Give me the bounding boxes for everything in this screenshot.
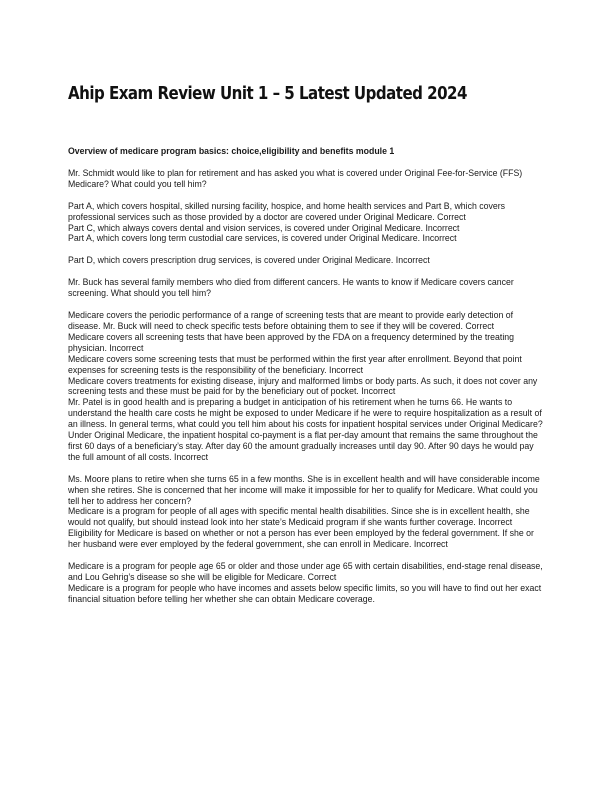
answer-paragraph: Part D, which covers prescription drug services, is covered under Original Medicare. Incorrect <box>68 255 430 266</box>
answer-paragraph: Medicare covers the periodic performance of a range of screening tests that are meant to provide early detection of disease. Mr. Buck will need to check specific tests before obtaining them to see if they will be covered. Correct <box>68 310 514 331</box>
question-paragraph: Ms. Moore plans to retire when she turns 65 in a few months. She is in excellent health and will have considerable income when she retires. She is concerned that her income will make it impossible for her to qualify for Medicare. What could you tell her to address her concern? <box>68 473 540 506</box>
answer-paragraph: Medicare covers all screening tests that have been approved by the FDA on a frequency determined by the treating physician. Incorrect <box>68 331 515 353</box>
answer-paragraph: Medicare is a program for people of all ages with specific mental health disabilities. Since she is in excellent health, she would not qualify, but should instead look into her state’s Medicaid program if she wants further coverage. Incorrect <box>68 506 530 528</box>
question-paragraph: Mr. Patel is in good health and is preparing a budget in anticipation of his retirement when he turns 66. He wants to understand the health care costs he might be exposed to under Medicare if he were to require hospitalization as a result of an illness. In general terms, what could you tell him about his costs for inpatient hospital services under Original Medicare? <box>68 397 543 430</box>
answer-paragraph: Medicare is a program for people age 65 or older and those under age 65 with certain disabilities, end-stage renal disease, and Lou Gehrig’s disease so she will be eligible for Medicare. Correct <box>68 561 543 582</box>
answer-paragraph: Part A, which covers long term custodial care services, is covered under Original Medicare. Incorrect <box>68 233 457 244</box>
question-paragraph: Mr. Schmidt would like to plan for retirement and has asked you what is covered under Original Fee-for-Service (FFS) Medicare? What could you tell him? <box>68 167 523 189</box>
document-title: Ahip Exam Review Unit 1 – 5 Latest Updated 2024 <box>68 84 467 104</box>
answer-paragraph: Medicare covers treatments for existing disease, injury and malformed limbs or body parts. As such, it does not cover any screening tests and these must be paid for by the beneficiary out of pocket. Incorrect <box>68 375 538 397</box>
answer-paragraph: Medicare covers some screening tests that must be performed within the first year after enrollment. Beyond that point expenses for screening tests is the responsibility of the beneficiary. Incorrect <box>68 353 522 375</box>
document-body <box>68 146 548 605</box>
answer-paragraph: Part C, which always covers dental and vision services, is covered under Original Medicare. Incorrect <box>68 222 460 233</box>
answer-paragraph: Part A, which covers hospital, skilled nursing facility, hospice, and home health services and Part B, which covers professional services such as those provided by a doctor are covered under Original Medicare. Correct <box>68 200 506 222</box>
section-subtitle: Overview of medicare program basics: choice,eligibility and benefits module 1 <box>68 146 395 156</box>
answer-paragraph: Eligibility for Medicare is based on whether or not a person has ever been employed by the federal government. If she or her husband were ever employed by the federal government, she can enroll in Medicare. Incorrect <box>68 528 534 550</box>
answer-paragraph: Under Original Medicare, the inpatient hospital co-payment is a flat per-day amount that remains the same throughout the first 60 days of a beneficiary’s stay. After day 60 the amount gradually increases until day 90. After 90 days he would pay the full amount of all costs. Incorrect <box>68 430 538 462</box>
question-paragraph: Mr. Buck has several family members who died from different cancers. He wants to know if Medicare covers cancer screening. What should you tell him? <box>68 277 514 299</box>
answer-paragraph: Medicare is a program for people who have incomes and assets below specific limits, so you will have to find out her exact financial situation before telling her whether she can obtain Medicare coverage. <box>68 582 542 604</box>
